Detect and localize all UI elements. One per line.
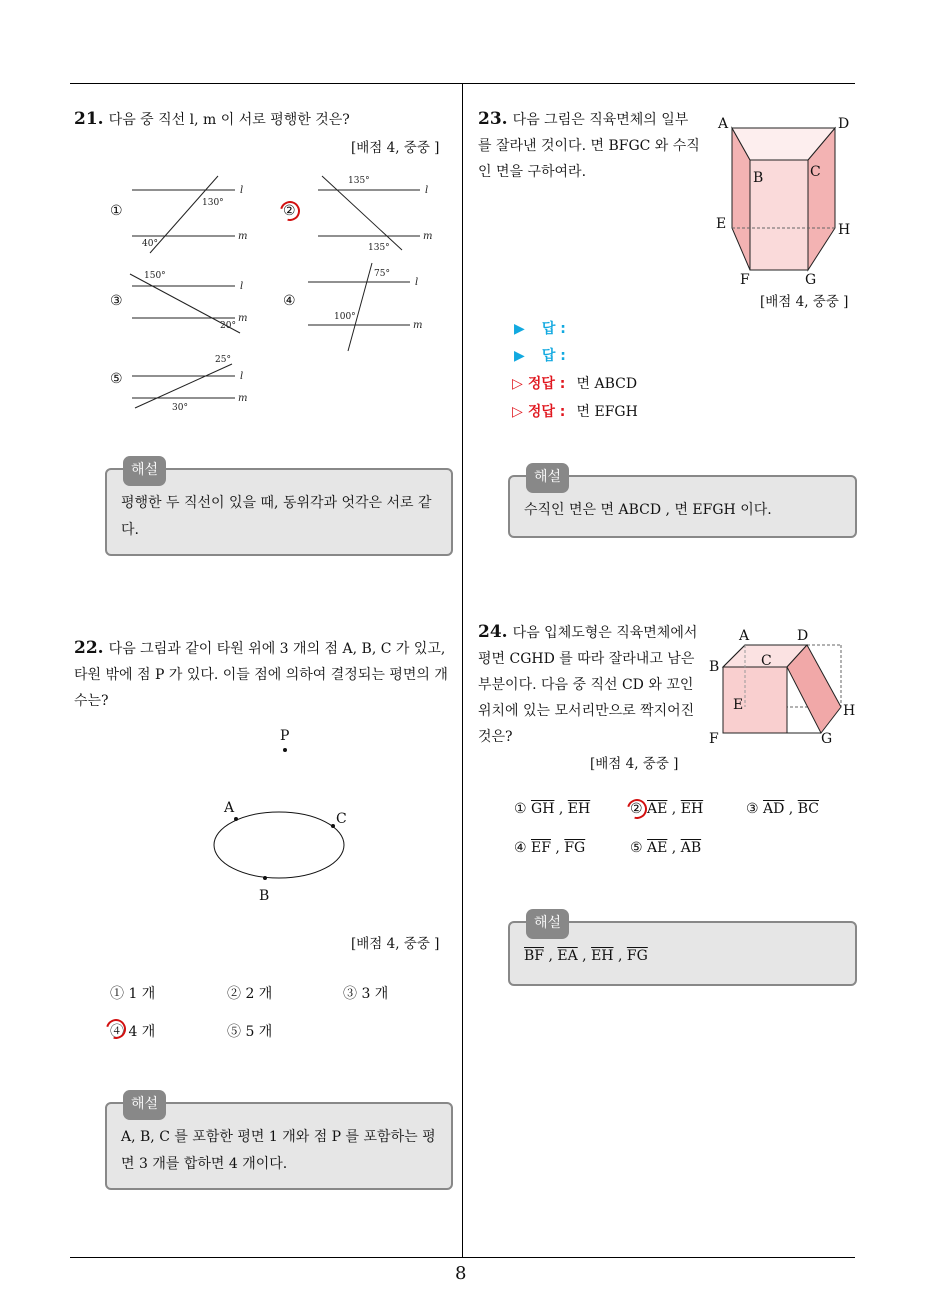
- q23-correct-row-1: [512, 373, 637, 393]
- line-label-m: m: [413, 320, 423, 331]
- q24-question: [478, 620, 700, 750]
- q24-option-4[interactable]: ④ $\overline{EF}$ , $\overline{FG}$: [514, 840, 586, 856]
- q22-option-3[interactable]: ③ 3 개: [343, 986, 389, 1002]
- option-number: ①: [514, 801, 527, 817]
- q21-angle-1a: 130°: [202, 198, 224, 208]
- q24-vertex-G: G: [821, 731, 833, 747]
- q24-number: 24.: [478, 622, 508, 642]
- q24-explanation-box: 해설 $\overline{BF}$ , $\overline{EA}$ , $\overline{EH}$ , $\overline{FG}$: [508, 921, 857, 986]
- q23-vertex-D: D: [838, 116, 850, 132]
- explain-tag: 해설: [526, 909, 569, 939]
- column-divider: [462, 83, 463, 1258]
- answer-label: 답 :: [541, 321, 566, 337]
- line-label-m: m: [238, 231, 248, 242]
- correct-value: 면 ABCD: [576, 376, 638, 392]
- correct-value: 면 EFGH: [576, 404, 638, 420]
- q21-option-4[interactable]: ④: [283, 293, 296, 309]
- q24-vertex-F: F: [709, 731, 719, 747]
- q24-option-1[interactable]: ① $\overline{GH}$ , $\overline{EH}$: [514, 801, 591, 817]
- q22-question: [74, 636, 456, 714]
- q23-vertex-H: H: [838, 222, 851, 238]
- q21-explanation-text: 평행한 두 직선이 있을 때, 동위각과 엇각은 서로 같다.: [121, 495, 432, 538]
- segment: $\overline{EA}$: [557, 948, 578, 964]
- outline-arrow-icon: ▷: [512, 404, 523, 420]
- option-number: ⑤: [630, 840, 643, 856]
- segment: $\overline{AE}$: [647, 801, 668, 817]
- q24-option-3[interactable]: ③ $\overline{AD}$ , $\overline{BC}$: [746, 801, 819, 817]
- q23-correct-row-2: [512, 401, 638, 421]
- q22-figure: [200, 720, 370, 910]
- q22-point-P: P: [280, 728, 290, 744]
- q22-score: [배점 4, 중중 ]: [351, 936, 440, 952]
- q22-point-C: C: [336, 811, 347, 827]
- play-arrow-icon: ▶: [514, 321, 525, 337]
- explain-tag: 해설: [123, 1090, 166, 1120]
- segment: $\overline{BF}$: [524, 948, 545, 964]
- page-number: 8: [455, 1263, 467, 1284]
- answer-label: 답 :: [541, 348, 566, 364]
- segment: $\overline{EH}$: [591, 948, 614, 964]
- q23-explanation-text: 수직인 면은 면 ABCD , 면 EFGH 이다.: [524, 502, 772, 518]
- q24-option-2[interactable]: ② $\overline{AE}$ , $\overline{EH}$: [630, 801, 704, 817]
- q23-explanation-box: [508, 469, 857, 538]
- q22-point-A: A: [224, 800, 235, 816]
- option-number: ③: [746, 801, 759, 817]
- outline-arrow-icon: ▷: [512, 376, 523, 392]
- q22-option-1[interactable]: ① 1 개: [110, 986, 156, 1002]
- q23-vertex-A: A: [718, 116, 729, 132]
- segment: $\overline{FG}$: [626, 948, 648, 964]
- option-number: ④: [514, 840, 527, 856]
- q21-number: 21.: [74, 109, 104, 129]
- correct-label: 정답 :: [527, 404, 566, 420]
- q21-option-2[interactable]: ②: [283, 203, 296, 219]
- q23-score: [배점 4, 중중 ]: [760, 294, 849, 310]
- line-label-l: l: [240, 371, 244, 382]
- segment: $\overline{FG}$: [564, 840, 586, 856]
- q21-text: 다음 중 직선 l, m 이 서로 평행한 것은?: [108, 112, 350, 128]
- q23-question: [478, 107, 700, 185]
- line-label-l: l: [240, 281, 244, 292]
- q24-text: 다음 입체도형은 직육면체에서 평면 CGHD 를 따라 잘라내고 남은 부분이다. 다음 중 직선 CD 와 꼬인 위치에 있는 모서리만으로 짝지어진 것은?: [478, 625, 698, 745]
- q21-explanation-box: [105, 462, 453, 556]
- q22-number: 22.: [74, 638, 104, 658]
- q24-vertex-A: A: [739, 628, 750, 644]
- q21-option-1[interactable]: ①: [110, 203, 123, 219]
- correct-label: 정답 :: [527, 376, 566, 392]
- bottom-rule: [70, 1257, 855, 1258]
- segment: $\overline{AD}$: [763, 801, 785, 817]
- line-label-l: l: [425, 185, 429, 196]
- q22-option-2[interactable]: ② 2 개: [227, 986, 273, 1002]
- q21-angle-3b: 20°: [220, 321, 236, 331]
- q24-figure: [705, 625, 865, 750]
- play-arrow-icon: ▶: [514, 348, 525, 364]
- q24-vertex-H: H: [843, 703, 856, 719]
- q23-answer-row-1[interactable]: [514, 318, 566, 338]
- q24-vertex-E: E: [733, 697, 744, 713]
- line-label-m: m: [238, 313, 248, 324]
- q21-angle-2b: 135°: [368, 243, 390, 253]
- q21-angle-5b: 30°: [172, 403, 188, 413]
- q24-option-5[interactable]: ⑤ $\overline{AE}$ , $\overline{AB}$: [630, 840, 702, 856]
- q22-explanation-text: A, B, C 를 포함한 평면 1 개와 점 P 를 포함하는 평면 3 개를 합하면 4 개이다.: [121, 1129, 436, 1172]
- segment: $\overline{EH}$: [680, 801, 704, 817]
- explain-tag: 해설: [526, 463, 569, 493]
- option-number: ②: [630, 801, 643, 817]
- q23-vertex-F: F: [740, 272, 750, 288]
- q21-angle-1b: 40°: [142, 239, 158, 249]
- q21-option-5[interactable]: ⑤: [110, 371, 123, 387]
- q21-option-3[interactable]: ③: [110, 293, 123, 309]
- segment: $\overline{EF}$: [531, 840, 551, 856]
- q21-angle-3a: 150°: [144, 271, 166, 281]
- q24-vertex-D: D: [797, 628, 809, 644]
- line-label-m: m: [423, 231, 433, 242]
- line-label-m: m: [238, 393, 248, 404]
- segment: $\overline{BC}$: [797, 801, 819, 817]
- q21-score: [배점 4, 중중 ]: [351, 140, 440, 156]
- q24-vertex-B: B: [709, 659, 720, 675]
- segment: $\overline{GH}$: [531, 801, 555, 817]
- segment: $\overline{EH}$: [567, 801, 591, 817]
- q23-number: 23.: [478, 109, 508, 129]
- q22-option-5[interactable]: ⑤ 5 개: [227, 1024, 273, 1040]
- q23-text: 다음 그림은 직육면체의 일부를 잘라낸 것이다. 면 BFGC 와 수직인 면을 구하여라.: [478, 112, 700, 180]
- segment: $\overline{AB}$: [680, 840, 702, 856]
- q22-option-4[interactable]: ④ 4 개: [110, 1024, 156, 1040]
- q23-vertex-C: C: [810, 164, 821, 180]
- q22-explanation-box: [105, 1096, 453, 1190]
- q24-score: [배점 4, 중중 ]: [590, 756, 679, 772]
- q21-angle-5a: 25°: [215, 355, 231, 365]
- q22-point-B: B: [259, 888, 270, 904]
- q21-figure: [100, 168, 440, 418]
- q21-angle-2a: 135°: [348, 176, 370, 186]
- q23-vertex-B: B: [753, 170, 764, 186]
- q21-question: [74, 107, 454, 133]
- line-label-l: l: [240, 185, 244, 196]
- q24-vertex-C: C: [761, 653, 772, 669]
- q23-vertex-G: G: [805, 272, 817, 288]
- q23-vertex-E: E: [716, 216, 727, 232]
- q21-angle-4b: 100°: [334, 312, 356, 322]
- q23-answer-row-2[interactable]: [514, 345, 566, 365]
- q22-text: 다음 그림과 같이 타원 위에 3 개의 점 A, B, C 가 있고, 타원 밖에 점 P 가 있다. 이들 점에 의하여 결정되는 평면의 개수는?: [74, 641, 448, 709]
- q21-angle-4a: 75°: [374, 269, 390, 279]
- q24-answer-mark: [623, 795, 650, 822]
- line-label-l: l: [415, 277, 419, 288]
- explain-tag: 해설: [123, 456, 166, 486]
- segment: $\overline{AE}$: [647, 840, 668, 856]
- q23-figure: [710, 110, 860, 290]
